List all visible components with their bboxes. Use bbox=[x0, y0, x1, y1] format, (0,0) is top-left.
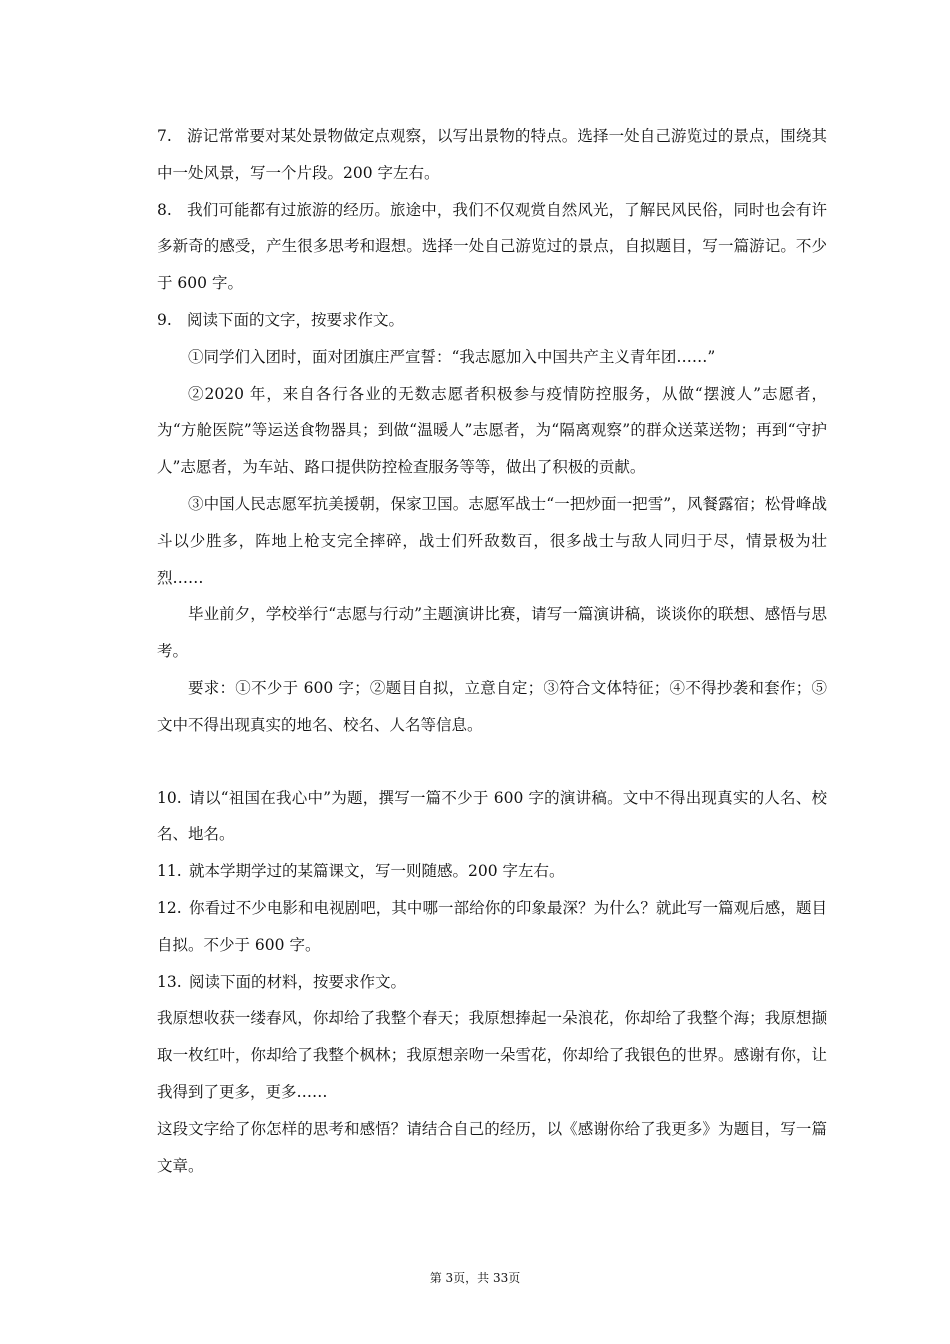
material-paragraph-2: ②2020 年，来自各行各业的无数志愿者积极参与疫情防控服务，从做“摆渡人”志愿者，为“方舱医院”等运送食物器具；到做“温暖人”志愿者，为“隔离观察”的群众送菜送物；再到“守护人”志愿者，为车站、路口提供防控检查服务等等，做出了积极的贡献。 bbox=[157, 384, 827, 477]
question-text: 游记常常要对某处景物做定点观察，以写出景物的特点。选择一处自己游览过的景点，围绕其中一处风景，写一个片段。200 字左右。 bbox=[157, 127, 827, 182]
question-text: 阅读下面的材料，按要求作文。 bbox=[189, 972, 407, 991]
question-10 bbox=[157, 780, 827, 854]
question-8 bbox=[157, 192, 827, 302]
material-paragraph-1: ①同学们入团时，面对团旗庄严宣誓：“我志愿加入中国共产主义青年团……” bbox=[188, 347, 716, 366]
question-11 bbox=[157, 853, 827, 890]
question-number: 13. bbox=[157, 972, 182, 991]
question-number: 10. bbox=[157, 788, 182, 807]
writing-task: 这段文字给了你怎样的思考和感悟？请结合自己的经历，以《感谢你给了我更多》为题目，写一篇文章。 bbox=[157, 1119, 827, 1175]
question-text: 我们可能都有过旅游的经历。旅途中，我们不仅观赏自然风光，了解民风民俗，同时也会有许多新奇的感受，产生很多思考和遐想。选择一处自己游览过的景点，自拟题目，写一篇游记。不少于 600 字。 bbox=[157, 200, 827, 293]
question-text: 就本学期学过的某篇课文，写一则随感。200 字左右。 bbox=[189, 862, 565, 881]
question-number: 7. bbox=[157, 127, 172, 145]
material-paragraph-3: ③中国人民志愿军抗美援朝，保家卫国。志愿军战士“一把炒面一把雪”，风餐露宿；松骨峰战斗以少胜多，阵地上枪支完全摔碎，战士们歼敌数百，很多战士与敌人同归于尽，情景极为壮烈…… bbox=[157, 494, 827, 587]
document-body bbox=[157, 118, 827, 1184]
question-12 bbox=[157, 890, 827, 964]
question-text: 阅读下面的文字，按要求作文。 bbox=[187, 310, 405, 329]
spacer bbox=[157, 744, 827, 780]
question-number: 9. bbox=[157, 310, 172, 329]
question-number: 11. bbox=[157, 862, 182, 881]
question-number: 8. bbox=[157, 200, 172, 219]
question-13 bbox=[157, 964, 827, 1001]
material-paragraph: 我原想收获一缕春风，你却给了我整个春天；我原想捧起一朵浪花，你却给了我整个海；我原想撷取一枚红叶，你却给了我整个枫林；我原想亲吻一朵雪花，你却给了我银色的世界。感谢有你，让我得到了更多，更多…… bbox=[157, 1009, 827, 1101]
question-9 bbox=[157, 302, 827, 339]
question-7 bbox=[157, 118, 827, 192]
page-footer: 第 3页，共 33页 bbox=[429, 1271, 521, 1285]
question-text: 你看过不少电影和电视剧吧，其中哪一部给你的印象最深？为什么？就此写一篇观后感，题目自拟。不少于 600 字。 bbox=[157, 898, 827, 954]
writing-requirements: 要求：①不少于 600 字；②题目自拟，立意自定；③符合文体特征；④不得抄袭和套作；⑤文中不得出现真实的地名、校名、人名等信息。 bbox=[157, 678, 827, 734]
question-number: 12. bbox=[157, 898, 182, 917]
question-text: 请以“祖国在我心中”为题，撰写一篇不少于 600 字的演讲稿。文中不得出现真实的人名、校名、地名。 bbox=[157, 788, 827, 844]
writing-task: 毕业前夕，学校举行“志愿与行动”主题演讲比赛，请写一篇演讲稿，谈谈你的联想、感悟与思考。 bbox=[157, 605, 827, 661]
